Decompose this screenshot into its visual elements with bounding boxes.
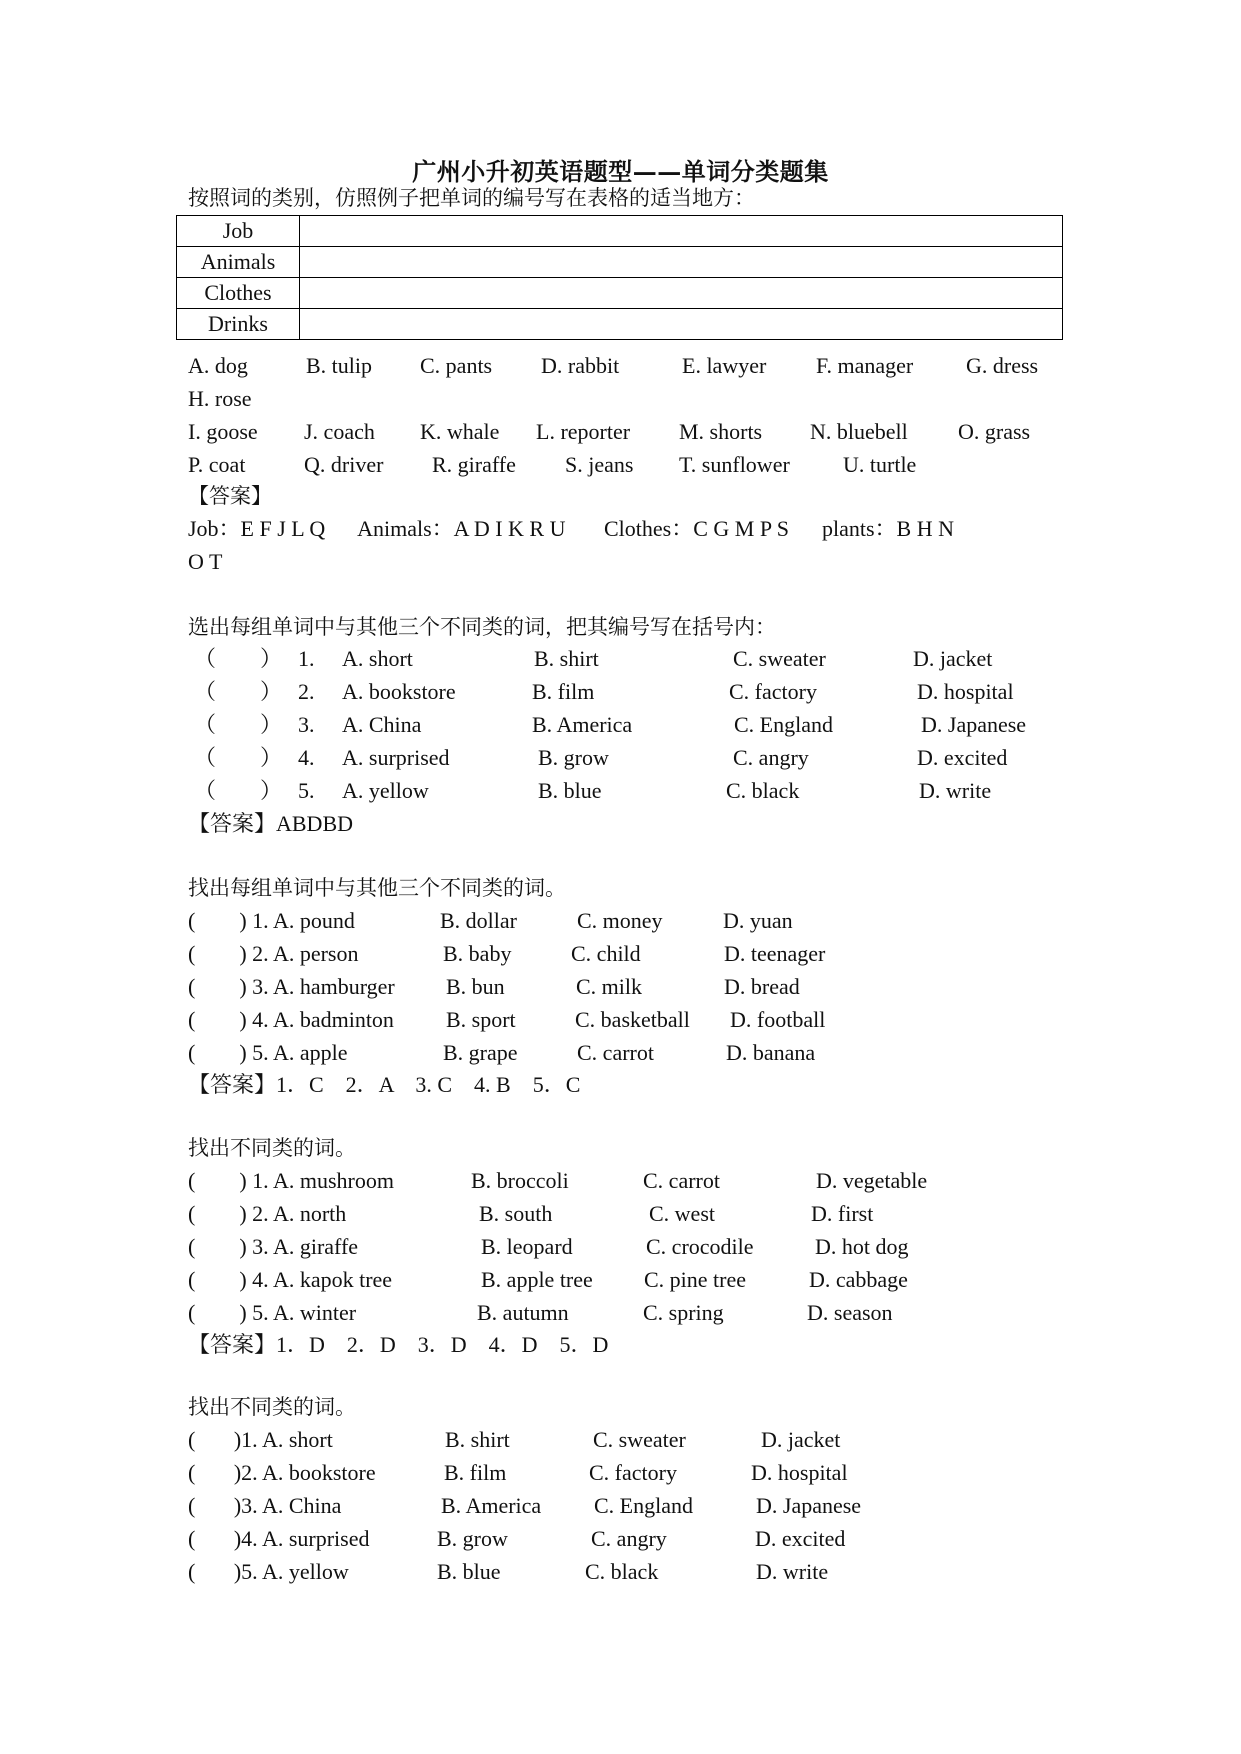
category-answer-cell: [300, 278, 1063, 309]
category-answer-cell: [300, 247, 1063, 278]
word-option: F. manager: [816, 353, 914, 378]
option-c: C. black: [726, 778, 800, 803]
option-d: D. vegetable: [816, 1168, 928, 1193]
option-a: ( )4. A. surprised: [188, 1526, 370, 1551]
category-label: Animals: [177, 247, 300, 278]
category-label: Job: [177, 216, 300, 247]
question-number: 5.: [298, 778, 315, 803]
answer-blank: （ ）: [194, 745, 283, 770]
word-option: C. pants: [420, 353, 493, 378]
word-option: N. bluebell: [810, 419, 908, 444]
option-b: B. south: [479, 1201, 553, 1226]
option-c: C. sweater: [733, 646, 826, 671]
word-option: P. coat: [188, 452, 246, 477]
page-title: 广州小升初英语题型——单词分类题集: [412, 157, 829, 186]
word-option: S. jeans: [565, 452, 634, 477]
question-number: 1.: [298, 646, 315, 671]
question-number: 4.: [298, 745, 315, 770]
option-b: B. sport: [446, 1007, 516, 1032]
word-option: L. reporter: [536, 419, 631, 444]
word-option: G. dress: [966, 353, 1039, 378]
option-d: D. hospital: [917, 679, 1014, 704]
option-c: C. crocodile: [646, 1234, 754, 1259]
option-d: D. excited: [755, 1526, 846, 1551]
option-c: C. carrot: [577, 1040, 654, 1065]
option-b: B. America: [441, 1493, 542, 1518]
option-b: B. shirt: [534, 646, 599, 671]
option-b: B. leopard: [481, 1234, 573, 1259]
option-a: A. short: [342, 646, 413, 671]
option-b: B. dollar: [440, 908, 517, 933]
option-c: C. England: [734, 712, 833, 737]
category-table: [176, 215, 1063, 340]
option-a: ( )5. A. yellow: [188, 1559, 349, 1584]
answer-line: O T: [188, 549, 223, 574]
option-d: D. cabbage: [809, 1267, 908, 1292]
word-option: K. whale: [420, 419, 500, 444]
option-a: ( )3. A. China: [188, 1493, 342, 1518]
option-c: C. milk: [576, 974, 643, 999]
option-b: B. autumn: [477, 1300, 569, 1325]
section2-instruction: 选出每组单词中与其他三个不同类的词，把其编号写在括号内：: [188, 615, 776, 639]
option-c: C. black: [585, 1559, 659, 1584]
option-d: D. yuan: [723, 908, 793, 933]
section1-instruction: 按照词的类别，仿照例子把单词的编号写在表格的适当地方：: [188, 186, 755, 210]
word-option: Q. driver: [304, 452, 384, 477]
section4-instruction: 找出不同类的词。: [188, 1136, 356, 1160]
category-answer-cell: [300, 309, 1063, 340]
word-option: E. lawyer: [682, 353, 767, 378]
option-c: C. angry: [733, 745, 809, 770]
word-option: A. dog: [188, 353, 248, 378]
word-option: O. grass: [958, 419, 1031, 444]
option-b: B. baby: [443, 941, 512, 966]
option-c: C. pine tree: [644, 1267, 747, 1292]
option-a: ( ) 5. A. winter: [188, 1300, 357, 1325]
option-a: ( )1. A. short: [188, 1427, 333, 1452]
answer-line: Job：E F J L Q Animals：A D I K R U Clothes：C G M P S plants：B H N: [188, 516, 954, 541]
category-label: Drinks: [177, 309, 300, 340]
option-b: B. shirt: [445, 1427, 510, 1452]
answer-line: 【答案】ABDBD: [188, 811, 354, 836]
option-c: C. factory: [589, 1460, 677, 1485]
option-a: A. yellow: [342, 778, 429, 803]
option-a: ( ) 1. A. mushroom: [188, 1168, 394, 1193]
question-number: 3.: [298, 712, 315, 737]
option-c: C. spring: [643, 1300, 724, 1325]
option-b: B. bun: [446, 974, 505, 999]
option-b: B. film: [532, 679, 595, 704]
word-option: I. goose: [188, 419, 258, 444]
option-d: D. Japanese: [756, 1493, 862, 1518]
option-b: B. blue: [437, 1559, 501, 1584]
option-a: ( ) 4. A. badminton: [188, 1007, 394, 1032]
option-b: B. grow: [538, 745, 609, 770]
category-row: [177, 278, 1063, 309]
option-b: B. blue: [538, 778, 602, 803]
option-b: B. grape: [443, 1040, 518, 1065]
option-d: D. first: [811, 1201, 874, 1226]
option-a: ( )2. A. bookstore: [188, 1460, 376, 1485]
word-option: H. rose: [188, 386, 252, 411]
option-a: ( ) 2. A. person: [188, 941, 359, 966]
option-d: D. banana: [726, 1040, 816, 1065]
answer-blank: （ ）: [194, 712, 283, 737]
option-a: ( ) 3. A. giraffe: [188, 1234, 359, 1259]
word-option: R. giraffe: [432, 452, 516, 477]
word-option: U. turtle: [843, 452, 917, 477]
option-d: D. teenager: [724, 941, 826, 966]
option-a: ( ) 4. A. kapok tree: [188, 1267, 393, 1292]
word-option: D. rabbit: [541, 353, 620, 378]
option-d: D. hot dog: [815, 1234, 909, 1259]
option-c: C. child: [571, 941, 641, 966]
option-a: A. China: [342, 712, 422, 737]
question-number: 2.: [298, 679, 315, 704]
option-b: B. apple tree: [481, 1267, 593, 1292]
category-row: [177, 309, 1063, 340]
category-row: [177, 216, 1063, 247]
option-b: B. broccoli: [471, 1168, 569, 1193]
section3-instruction: 找出每组单词中与其他三个不同类的词。: [188, 876, 566, 900]
option-c: C. sweater: [593, 1427, 686, 1452]
option-c: C. factory: [729, 679, 817, 704]
category-label: Clothes: [177, 278, 300, 309]
option-d: D. season: [807, 1300, 893, 1325]
answer-blank: （ ）: [194, 646, 283, 671]
section5-instruction: 找出不同类的词。: [188, 1395, 356, 1419]
category-answer-cell: [300, 216, 1063, 247]
answer-label: 【答案】: [188, 484, 272, 508]
option-d: D. Japanese: [921, 712, 1027, 737]
option-a: ( ) 3. A. hamburger: [188, 974, 395, 999]
option-b: B. America: [532, 712, 633, 737]
option-a: A. surprised: [342, 745, 450, 770]
option-a: A. bookstore: [342, 679, 456, 704]
option-c: C. angry: [591, 1526, 667, 1551]
answer-line: 【答案】1．C 2．A 3. C 4. B 5．C: [188, 1072, 581, 1097]
word-option: M. shorts: [679, 419, 763, 444]
answer-blank: （ ）: [194, 778, 283, 803]
option-d: D. write: [756, 1559, 829, 1584]
word-option: B. tulip: [306, 353, 373, 378]
option-c: C. money: [577, 908, 663, 933]
option-c: C. west: [649, 1201, 715, 1226]
option-b: B. grow: [437, 1526, 508, 1551]
option-d: D. jacket: [913, 646, 993, 671]
option-d: D. excited: [917, 745, 1008, 770]
option-d: D. jacket: [761, 1427, 841, 1452]
option-d: D. write: [919, 778, 992, 803]
answer-blank: （ ）: [194, 679, 283, 704]
option-c: C. England: [594, 1493, 693, 1518]
option-a: ( ) 5. A. apple: [188, 1040, 348, 1065]
answer-line: 【答案】1．D 2．D 3．D 4．D 5．D: [188, 1332, 609, 1357]
option-a: ( ) 1. A. pound: [188, 908, 355, 933]
option-b: B. film: [444, 1460, 507, 1485]
option-d: D. bread: [724, 974, 800, 999]
word-option: T. sunflower: [679, 452, 790, 477]
option-c: C. carrot: [643, 1168, 720, 1193]
word-option: J. coach: [304, 419, 375, 444]
option-c: C. basketball: [575, 1007, 690, 1032]
option-d: D. football: [730, 1007, 826, 1032]
category-row: [177, 247, 1063, 278]
option-a: ( ) 2. A. north: [188, 1201, 347, 1226]
option-d: D. hospital: [751, 1460, 848, 1485]
